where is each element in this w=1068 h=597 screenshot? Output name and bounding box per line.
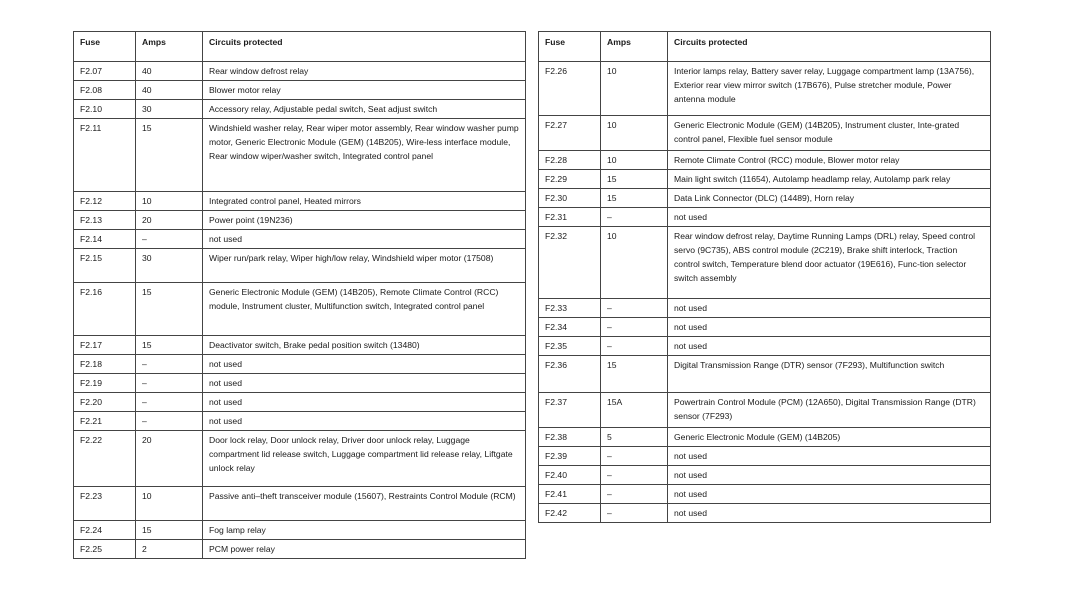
fuse-cell: F2.15 [74, 249, 136, 283]
header-fuse: Fuse [74, 32, 136, 62]
table-row [539, 447, 991, 466]
fuse-cell: F2.36 [539, 356, 601, 393]
amps-cell: – [136, 374, 203, 393]
table-row [539, 504, 991, 523]
fuse-cell: F2.08 [74, 81, 136, 100]
circuits-cell: Blower motor relay [203, 81, 526, 100]
circuits-cell: Door lock relay, Door unlock relay, Driver door unlock relay, Luggage compartment lid release switch, Luggage compartment lid release relay, Liftgate unlock relay [203, 431, 526, 487]
amps-cell: – [601, 485, 668, 504]
table-row [74, 412, 526, 431]
fuse-cell: F2.13 [74, 211, 136, 230]
fuse-table-left [73, 31, 526, 559]
table-row [539, 428, 991, 447]
circuits-cell: Rear window defrost relay, Daytime Running Lamps (DRL) relay, Speed control servo (9C735), ABS control module (2C219), Brake shift interlock, Traction control switch, Temperature blend door actuator (19E616), Func-tion selector switch assembly [668, 227, 991, 299]
table-row [74, 431, 526, 487]
amps-cell: – [136, 393, 203, 412]
amps-cell: 30 [136, 100, 203, 119]
table-row [539, 170, 991, 189]
circuits-cell: Rear window defrost relay [203, 62, 526, 81]
fuse-rows-right [539, 62, 991, 523]
table-row [74, 100, 526, 119]
fuse-cell: F2.19 [74, 374, 136, 393]
fuse-cell: F2.07 [74, 62, 136, 81]
table-row [74, 119, 526, 192]
fuse-cell: F2.37 [539, 393, 601, 428]
circuits-cell: Fog lamp relay [203, 521, 526, 540]
fuse-cell: F2.33 [539, 299, 601, 318]
table-row [74, 336, 526, 355]
fuse-cell: F2.42 [539, 504, 601, 523]
circuits-cell: Integrated control panel, Heated mirrors [203, 192, 526, 211]
amps-cell: 10 [601, 62, 668, 116]
circuits-cell: not used [668, 504, 991, 523]
amps-cell: – [601, 318, 668, 337]
amps-cell: – [601, 447, 668, 466]
circuits-cell: Data Link Connector (DLC) (14489), Horn relay [668, 189, 991, 208]
amps-cell: – [601, 337, 668, 356]
table-row [74, 81, 526, 100]
fuse-table-right [538, 31, 991, 523]
table-row [74, 374, 526, 393]
fuse-cell: F2.20 [74, 393, 136, 412]
fuse-cell: F2.39 [539, 447, 601, 466]
table-row [539, 466, 991, 485]
amps-cell: – [601, 504, 668, 523]
fuse-cell: F2.29 [539, 170, 601, 189]
table-row [74, 521, 526, 540]
fuse-cell: F2.11 [74, 119, 136, 192]
table-row [74, 487, 526, 521]
table-row [539, 189, 991, 208]
fuse-cell: F2.21 [74, 412, 136, 431]
circuits-cell: not used [668, 299, 991, 318]
circuits-cell: not used [668, 466, 991, 485]
table-row [539, 356, 991, 393]
fuse-cell: F2.34 [539, 318, 601, 337]
table-row [539, 151, 991, 170]
fuse-cell: F2.12 [74, 192, 136, 211]
circuits-cell: Generic Electronic Module (GEM) (14B205), Instrument cluster, Inte-grated control panel, Flexible fuel sensor module [668, 116, 991, 151]
amps-cell: 15 [601, 356, 668, 393]
fuse-cell: F2.10 [74, 100, 136, 119]
amps-cell: 10 [136, 487, 203, 521]
amps-cell: – [136, 230, 203, 249]
table-row [74, 249, 526, 283]
amps-cell: 15 [136, 283, 203, 336]
amps-cell: 5 [601, 428, 668, 447]
circuits-cell: Deactivator switch, Brake pedal position switch (13480) [203, 336, 526, 355]
amps-cell: 40 [136, 62, 203, 81]
table-row [74, 283, 526, 336]
table-row [539, 208, 991, 227]
table-row [74, 393, 526, 412]
circuits-cell: Wiper run/park relay, Wiper high/low relay, Windshield wiper motor (17508) [203, 249, 526, 283]
circuits-cell: not used [668, 318, 991, 337]
fuse-cell: F2.30 [539, 189, 601, 208]
circuits-cell: not used [668, 447, 991, 466]
fuse-cell: F2.31 [539, 208, 601, 227]
table-row [74, 211, 526, 230]
fuse-cell: F2.38 [539, 428, 601, 447]
table-row [74, 62, 526, 81]
table-row [539, 485, 991, 504]
amps-cell: 10 [601, 116, 668, 151]
table-row [74, 355, 526, 374]
fuse-cell: F2.14 [74, 230, 136, 249]
amps-cell: – [136, 355, 203, 374]
table-row [539, 116, 991, 151]
circuits-cell: not used [668, 208, 991, 227]
circuits-cell: Passive anti–theft transceiver module (15607), Restraints Control Module (RCM) [203, 487, 526, 521]
header-amps: Amps [136, 32, 203, 62]
table-row [539, 337, 991, 356]
fuse-cell: F2.41 [539, 485, 601, 504]
fuse-cell: F2.23 [74, 487, 136, 521]
circuits-cell: Windshield washer relay, Rear wiper motor assembly, Rear window washer pump motor, Generic Electronic Module (GEM) (14B205), Wire-less interface module, Rear window wiper/washer switch, Integrated control panel [203, 119, 526, 192]
fuse-cell: F2.32 [539, 227, 601, 299]
fuse-cell: F2.24 [74, 521, 136, 540]
fuse-cell: F2.18 [74, 355, 136, 374]
circuits-cell: not used [203, 393, 526, 412]
amps-cell: 10 [601, 227, 668, 299]
circuits-cell: Digital Transmission Range (DTR) sensor (7F293), Multifunction switch [668, 356, 991, 393]
fuse-cell: F2.25 [74, 540, 136, 559]
fuse-cell: F2.40 [539, 466, 601, 485]
table-row [74, 540, 526, 559]
amps-cell: – [601, 299, 668, 318]
amps-cell: 15 [136, 119, 203, 192]
circuits-cell: Accessory relay, Adjustable pedal switch, Seat adjust switch [203, 100, 526, 119]
circuits-cell: not used [203, 355, 526, 374]
amps-cell: 40 [136, 81, 203, 100]
circuits-cell: not used [668, 337, 991, 356]
fuse-cell: F2.16 [74, 283, 136, 336]
amps-cell: 15A [601, 393, 668, 428]
amps-cell: 30 [136, 249, 203, 283]
table-row [539, 62, 991, 116]
amps-cell: 20 [136, 211, 203, 230]
table-row [539, 227, 991, 299]
header-row [74, 32, 526, 62]
circuits-cell: PCM power relay [203, 540, 526, 559]
amps-cell: – [601, 466, 668, 485]
amps-cell: 2 [136, 540, 203, 559]
table-row [74, 230, 526, 249]
amps-cell: 15 [136, 521, 203, 540]
table-row [539, 393, 991, 428]
fuse-cell: F2.26 [539, 62, 601, 116]
table-row [539, 299, 991, 318]
fuse-cell: F2.17 [74, 336, 136, 355]
circuits-cell: Power point (19N236) [203, 211, 526, 230]
table-row [74, 192, 526, 211]
fuse-cell: F2.22 [74, 431, 136, 487]
circuits-cell: Remote Climate Control (RCC) module, Blower motor relay [668, 151, 991, 170]
amps-cell: 15 [601, 170, 668, 189]
header-fuse: Fuse [539, 32, 601, 62]
header-row [539, 32, 991, 62]
circuits-cell: not used [203, 412, 526, 431]
amps-cell: 15 [136, 336, 203, 355]
amps-cell: 20 [136, 431, 203, 487]
circuits-cell: Interior lamps relay, Battery saver relay, Luggage compartment lamp (13A756), Exterior rear view mirror switch (17B676), Pulse stretcher module, Power antenna module [668, 62, 991, 116]
circuits-cell: Powertrain Control Module (PCM) (12A650), Digital Transmission Range (DTR) sensor (7F293) [668, 393, 991, 428]
header-amps: Amps [601, 32, 668, 62]
circuits-cell: not used [203, 374, 526, 393]
circuits-cell: not used [203, 230, 526, 249]
fuse-cell: F2.35 [539, 337, 601, 356]
amps-cell: – [136, 412, 203, 431]
fuse-rows-left [74, 62, 526, 559]
table-row [539, 318, 991, 337]
circuits-cell: Generic Electronic Module (GEM) (14B205), Remote Climate Control (RCC) module, Instrument cluster, Multifunction switch, Integrated control panel [203, 283, 526, 336]
circuits-cell: not used [668, 485, 991, 504]
amps-cell: – [601, 208, 668, 227]
amps-cell: 10 [601, 151, 668, 170]
header-circuits: Circuits protected [668, 32, 991, 62]
amps-cell: 10 [136, 192, 203, 211]
header-circuits: Circuits protected [203, 32, 526, 62]
amps-cell: 15 [601, 189, 668, 208]
fuse-cell: F2.27 [539, 116, 601, 151]
circuits-cell: Generic Electronic Module (GEM) (14B205) [668, 428, 991, 447]
circuits-cell: Main light switch (11654), Autolamp headlamp relay, Autolamp park relay [668, 170, 991, 189]
fuse-cell: F2.28 [539, 151, 601, 170]
